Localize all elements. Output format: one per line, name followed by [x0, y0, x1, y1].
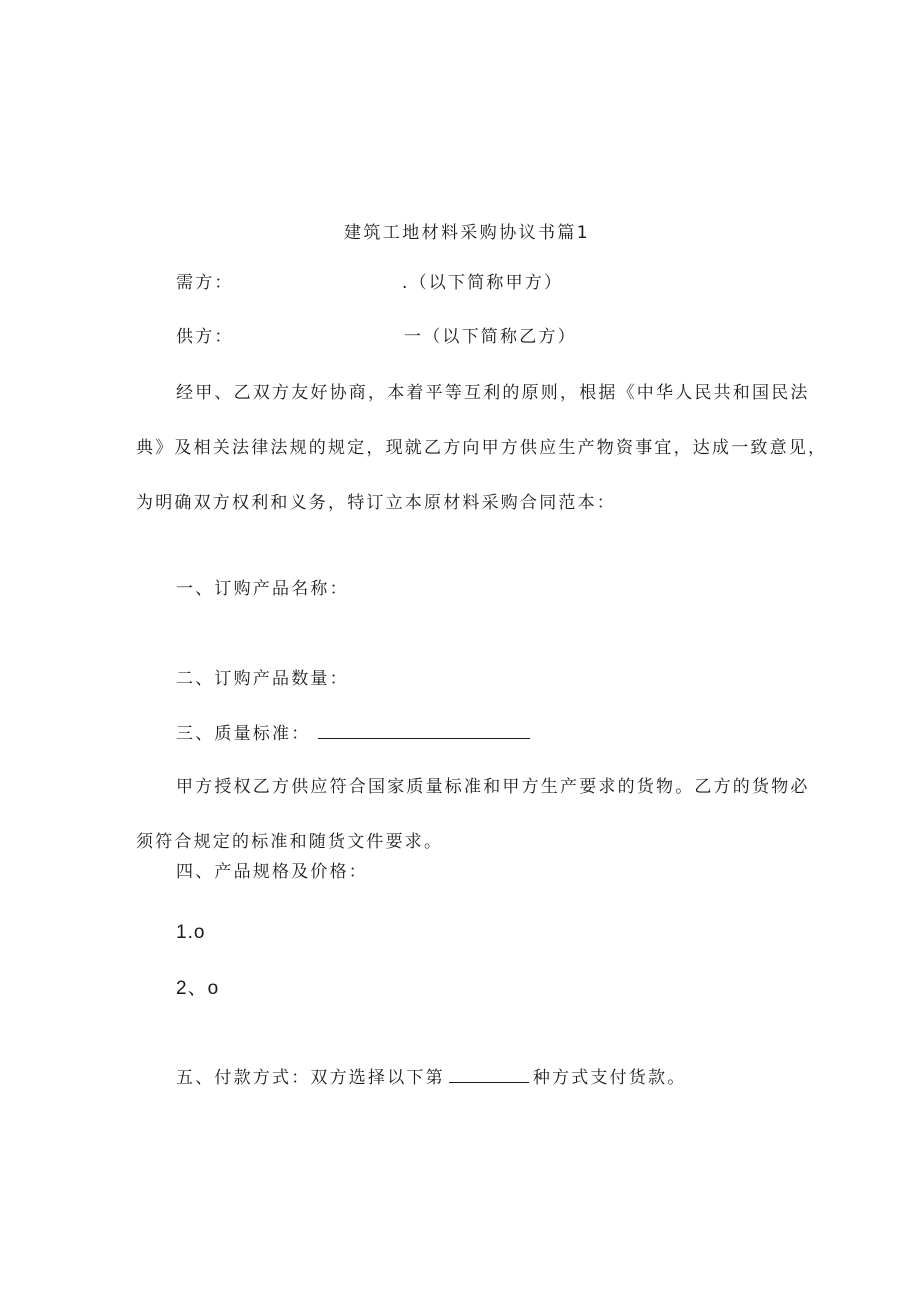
section-3-label: 三、质量标准：	[176, 724, 311, 744]
section-5-line	[176, 1066, 686, 1090]
section-5-prefix: 五、付款方式：双方选择以下第	[176, 1068, 445, 1088]
section-5-suffix: 种方式支付货款。	[532, 1068, 687, 1088]
buyer-label: 需方：	[176, 273, 234, 293]
buyer-suffix: .（以下简称甲方）	[402, 273, 564, 293]
section-3-body-line-1: 甲方授权乙方供应符合国家质量标准和甲方生产要求的货物。乙方的货物必	[176, 777, 810, 797]
section-3-body-line-2: 须符合规定的标准和随货文件要求。	[136, 832, 444, 852]
section-4-heading: 四、产品规格及价格：	[176, 862, 368, 882]
intro-paragraph-line-1: 经甲、乙双方友好协商，本着平等互利的原则，根据《中华人民共和国民法	[176, 383, 810, 403]
intro-paragraph-line-3: 为明确双方权利和义务，特订立本原材料采购合同范本：	[136, 493, 616, 513]
quality-standard-blank	[318, 724, 530, 739]
section-1-heading: 一、订购产品名称：	[176, 579, 349, 599]
intro-paragraph-line-2: 典》及相关法律法规的规定，现就乙方向甲方供应生产物资事宜，达成一致意见，	[136, 438, 828, 458]
section-4-item-1: 1.o	[176, 922, 206, 943]
section-2-heading: 二、订购产品数量：	[176, 669, 349, 689]
section-3-heading	[176, 722, 530, 746]
document-title: 建筑工地材料采购协议书篇1	[344, 223, 591, 243]
supplier-label: 供方：	[176, 327, 234, 347]
payment-method-blank	[449, 1068, 529, 1083]
supplier-suffix: 一（以下简称乙方）	[404, 327, 577, 347]
section-4-item-2: 2、o	[176, 978, 220, 999]
